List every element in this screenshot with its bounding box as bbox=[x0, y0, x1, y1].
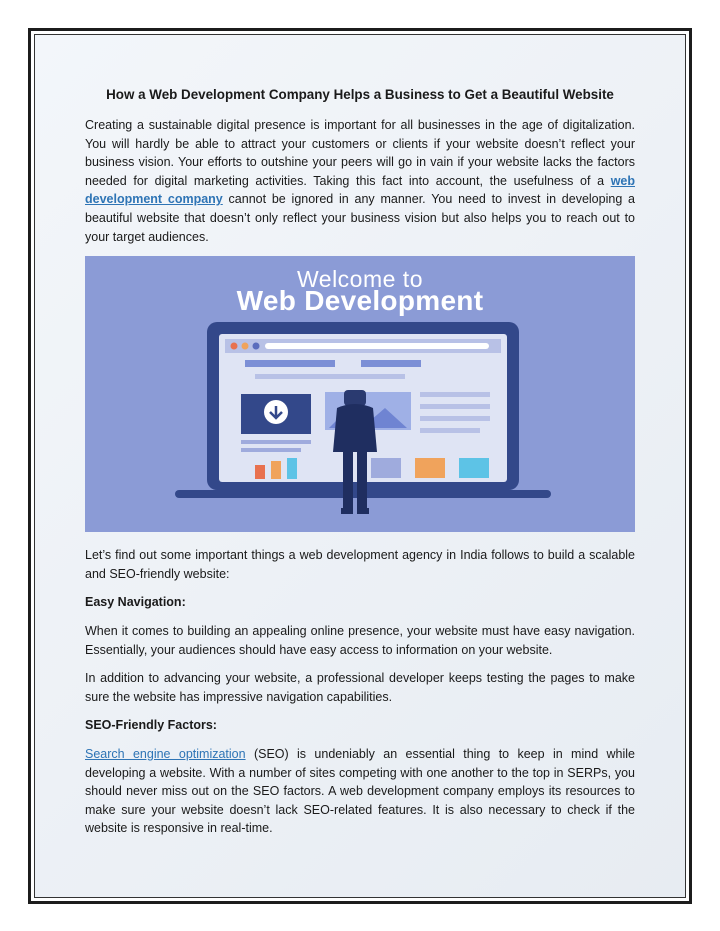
text-line bbox=[420, 392, 490, 397]
person-head bbox=[344, 390, 366, 406]
seo-friendly-heading: SEO-Friendly Factors: bbox=[85, 718, 217, 733]
content-block bbox=[459, 458, 489, 478]
text-line bbox=[241, 440, 311, 444]
text-line bbox=[420, 404, 490, 409]
intro-text-2: cannot be ignored in any manner. You need to invest in developing a beautiful website that doesn’t only reflect your business vision but also helps you to reach out to your target audiences. bbox=[85, 192, 636, 244]
seo-paragraph-text: (SEO) is undeniably an essential thing to keep in mind while developing a website. With a number of sites competing with one another to the top in SERPs, you should never miss out on the SEO factors. A web development company employs its resources to make sure your website doesn’t lack SEO-related features. It is also necessary to check if the website is responsive in real-time. bbox=[85, 746, 635, 836]
content-block bbox=[415, 458, 445, 478]
person-leg-right bbox=[357, 450, 367, 510]
chart-bar bbox=[271, 461, 281, 479]
nav-stripe bbox=[245, 360, 335, 367]
person-body bbox=[333, 404, 377, 452]
person-shoe-left bbox=[341, 508, 353, 514]
chart-bar bbox=[287, 458, 297, 479]
document-title: How a Web Development Company Helps a Business to Get a Beautiful Website bbox=[106, 87, 614, 102]
person-shoe-right bbox=[357, 508, 369, 514]
browser-dot-red bbox=[231, 343, 238, 350]
person-leg-left bbox=[343, 450, 353, 510]
web-development-company-link[interactable]: web development company bbox=[85, 173, 635, 207]
intro-text-1: Creating a sustainable digital presence is important for all businesses in the age of digitalization. You will hardly be able to attract your customers or clients if your website doesn’t reflect your business vision. Your efforts to outshine your peers will go in vain if your website lacks the factors needed for digital marketing activities. Taking this fact into account, the usefulness of a bbox=[85, 118, 635, 188]
address-bar bbox=[265, 343, 489, 349]
browser-dot-blue bbox=[253, 343, 260, 350]
document-body bbox=[85, 86, 635, 848]
content-block bbox=[371, 458, 401, 478]
banner-welcome-text: Welcome to bbox=[296, 266, 423, 293]
welcome-banner-image bbox=[85, 256, 635, 532]
easy-navigation-heading: Easy Navigation: bbox=[85, 595, 186, 610]
nav-stripe bbox=[255, 374, 405, 379]
search-engine-optimization-link[interactable]: Search engine optimization bbox=[85, 746, 246, 761]
intro-paragraph bbox=[85, 116, 635, 246]
seo-paragraph bbox=[85, 745, 635, 838]
text-line bbox=[420, 428, 480, 433]
after-banner-paragraph: Let’s find out some important things a web development agency in India follows to build a scalable and SEO-friendly website: bbox=[85, 548, 635, 581]
text-line bbox=[241, 448, 301, 452]
text-line bbox=[420, 416, 490, 421]
chart-bar bbox=[255, 465, 265, 479]
easy-navigation-paragraph-2: In addition to advancing your website, a professional developer keeps testing the pages to make sure the website has impressive navigation capabilities. bbox=[85, 671, 635, 704]
easy-navigation-paragraph-1: When it comes to building an appealing online presence, your website must have easy navigation. Essentially, your audiences should have easy access to information on your website. bbox=[85, 623, 635, 657]
banner-web-development-text: Web Development bbox=[236, 285, 484, 317]
nav-stripe bbox=[361, 360, 421, 367]
browser-dot-orange bbox=[242, 343, 249, 350]
